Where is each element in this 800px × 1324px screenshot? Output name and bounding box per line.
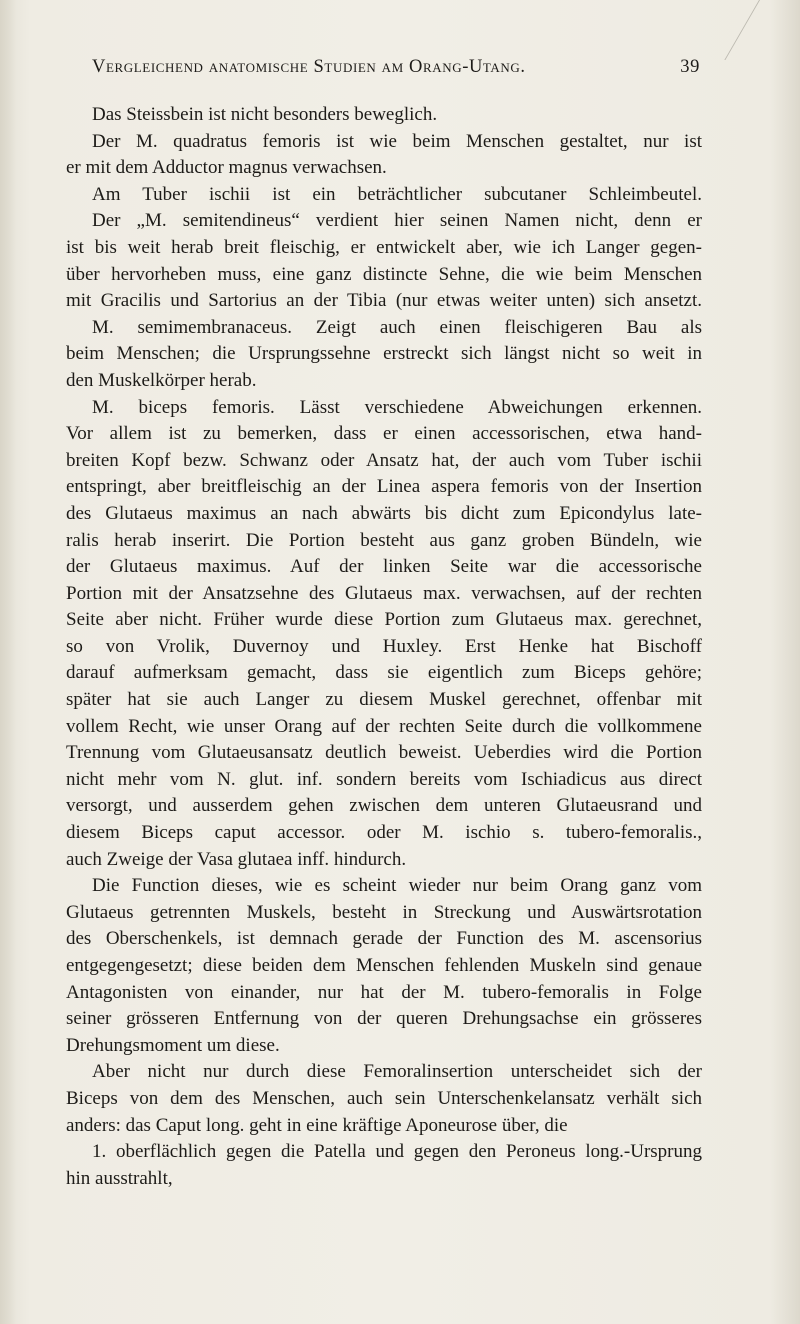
text-line: breiten Kopf bezw. Schwanz oder Ansatz hat, der auch vom Tuber ischii bbox=[66, 449, 702, 471]
text-line: ist bis weit herab breit fleischig, er entwickelt aber, wie ich Langer gegen- bbox=[66, 236, 702, 258]
text-line: Seite aber nicht. Früher wurde diese Portion zum Glutaeus max. gerechnet, bbox=[66, 609, 702, 631]
page-gutter-shadow bbox=[0, 0, 16, 1324]
text-line: hin ausstrahlt, bbox=[66, 1167, 173, 1189]
text-line: über hervorheben muss, eine ganz distincte Sehne, die wie beim Menschen bbox=[66, 263, 702, 285]
text-line: später hat sie auch Langer zu diesem Muskel gerechnet, offenbar mit bbox=[66, 689, 702, 711]
text-line: ralis herab inserirt. Die Portion besteht aus ganz groben Bündeln, wie bbox=[66, 529, 702, 551]
text-line: seiner grösseren Entfernung von der queren Drehungsachse ein grösseres bbox=[66, 1008, 702, 1030]
text-line: mit Gracilis und Sartorius an der Tibia (nur etwas weiter unten) sich ansetzt. bbox=[66, 290, 702, 312]
text-line: diesem Biceps caput accessor. oder M. ischio s. tubero-femoralis., bbox=[66, 822, 702, 844]
text-line: Antagonisten von einander, nur hat der M. tubero-femoralis in Folge bbox=[66, 981, 702, 1003]
running-title: Vergleichend anatomische Studien am Orang-Utang. bbox=[92, 57, 526, 77]
text-line: nicht mehr vom N. glut. inf. sondern bereits vom Ischiadicus aus direct bbox=[66, 768, 702, 790]
text-line: Drehungsmoment um diese. bbox=[66, 1034, 280, 1056]
text-line: den Muskelkörper herab. bbox=[66, 369, 257, 391]
text-line: Der M. quadratus femoris ist wie beim Menschen gestaltet, nur ist bbox=[92, 130, 702, 152]
text-line: entspringt, aber breitfleischig an der Linea aspera femoris von der Insertion bbox=[66, 476, 702, 498]
running-header bbox=[92, 57, 700, 81]
page-corner-fold bbox=[724, 0, 800, 60]
text-line: er mit dem Adductor magnus verwachsen. bbox=[66, 157, 387, 179]
text-line: des Oberschenkels, ist demnach gerade der Function des M. ascensorius bbox=[66, 928, 702, 950]
text-line: Am Tuber ischii ist ein beträchtlicher subcutaner Schleimbeutel. bbox=[92, 183, 702, 205]
text-line: vollem Recht, wie unser Orang auf der rechten Seite durch die vollkommene bbox=[66, 715, 702, 737]
text-line: Das Steissbein ist nicht besonders beweglich. bbox=[92, 104, 438, 125]
text-line: versorgt, und ausserdem gehen zwischen dem unteren Glutaeusrand und bbox=[66, 795, 702, 817]
text-line: Der „M. semitendineus“ verdient hier seinen Namen nicht, denn er bbox=[92, 210, 702, 232]
text-line: anders: das Caput long. geht in eine kräftige Aponeurose über, die bbox=[66, 1114, 568, 1136]
text-line: Vor allem ist zu bemerken, dass er einen accessorischen, etwa hand- bbox=[66, 423, 702, 445]
text-line: Die Function dieses, wie es scheint wieder nur beim Orang ganz vom bbox=[92, 875, 702, 897]
text-line: Biceps von dem des Menschen, auch sein Unterschenkelansatz verhält sich bbox=[66, 1087, 702, 1109]
text-line: beim Menschen; die Ursprungssehne erstreckt sich längst nicht so weit in bbox=[66, 343, 702, 365]
text-line: auch Zweige der Vasa glutaea inff. hindurch. bbox=[66, 848, 407, 870]
text-line: 1. oberflächlich gegen die Patella und gegen den Peroneus long.-Ursprung bbox=[92, 1141, 702, 1163]
text-line: entgegengesetzt; diese beiden dem Menschen fehlenden Muskeln sind genaue bbox=[66, 955, 702, 976]
text-line: darauf aufmerksam gemacht, dass sie eigentlich zum Biceps gehöre; bbox=[66, 662, 702, 684]
text-line: Portion mit der Ansatzsehne des Glutaeus max. verwachsen, auf der rechten bbox=[66, 582, 702, 604]
text-line: so von Vrolik, Duvernoy und Huxley. Erst Henke hat Bischoff bbox=[66, 635, 702, 657]
text-line: des Glutaeus maximus an nach abwärts bis dicht zum Epicondylus late- bbox=[66, 502, 702, 524]
body-text bbox=[66, 102, 702, 1192]
page-number: 39 bbox=[680, 57, 700, 77]
text-line: Trennung vom Glutaeusansatz deutlich beweist. Ueberdies wird die Portion bbox=[66, 742, 702, 764]
text-line: M. biceps femoris. Lässt verschiedene Abweichungen erkennen. bbox=[92, 396, 702, 418]
text-line: Glutaeus getrennten Muskels, besteht in Streckung und Auswärtsrotation bbox=[66, 901, 702, 923]
text-line: der Glutaeus maximus. Auf der linken Seite war die accessorische bbox=[66, 556, 702, 578]
text-line: M. semimembranaceus. Zeigt auch einen fleischigeren Bau als bbox=[92, 316, 702, 338]
text-line: Aber nicht nur durch diese Femoralinsertion unterscheidet sich der bbox=[92, 1061, 702, 1083]
